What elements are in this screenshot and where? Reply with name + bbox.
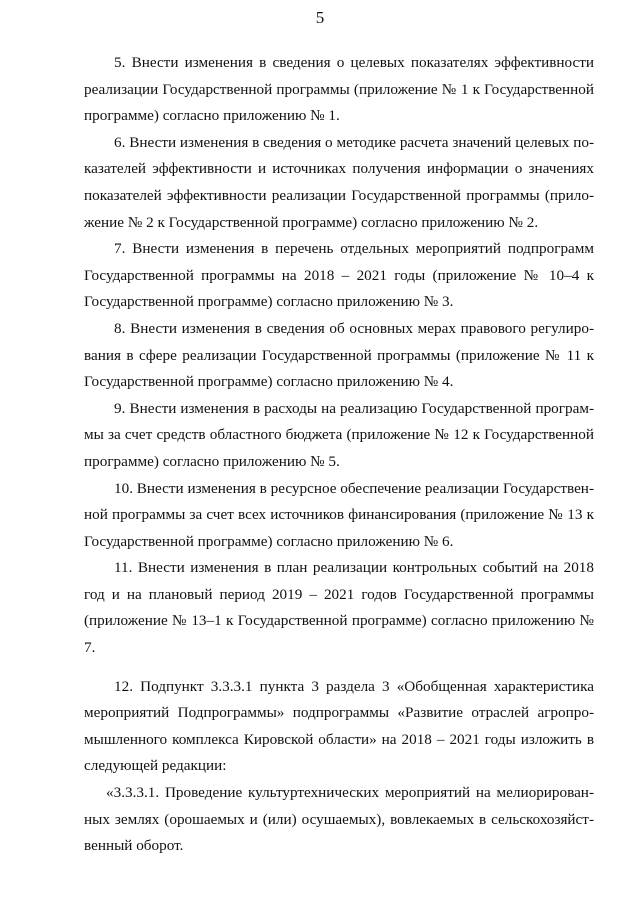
page-number: 5 xyxy=(315,8,325,27)
paragraph-8: 8. Внести изменения в сведения об основных мерах правового регулирования в сфере реализации Государственной программы (приложение № 11 к Государственной программе) согласно приложению № 4. xyxy=(84,319,594,391)
paragraph-quote-3-3-3-1: «3.3.3.1. Проведение культуртехнических мероприятий на мелиорированных землях (орошаемых и (или) осушаемых), вовлекаемых в сельскохозяйственный оборот. xyxy=(84,784,594,855)
paragraph-6: 6. Внести изменения в сведения о методике расчета значений целевых показателей эффективности и источниках получения информации о значениях показателей эффективности реализации Государственной программы (приложение № 2 к Государственной программе) согласно приложению № 2. xyxy=(84,133,594,231)
paragraph-11: 11. Внести изменения в план реализации контрольных событий на 2018 год и на плановый период 2019 – 2021 годов Государственной программы (приложение № 13–1 к Государственной программе) согласно приложению № 7. xyxy=(84,559,594,657)
paragraph-9: 9. Внести изменения в расходы на реализацию Государственной программы за счет средств областного бюджета (приложение № 12 к Государственной программе) согласно приложению № 5. xyxy=(84,399,594,470)
document-body xyxy=(84,50,594,860)
paragraph-7: 7. Внести изменения в перечень отдельных мероприятий подпрограмм Государственной программы на 2018 – 2021 годы (приложение № 10–4 к Государственной программе) согласно приложению № 3. xyxy=(84,240,594,311)
paragraph-12: 12. Подпункт 3.3.3.1 пункта 3 раздела 3 «Обобщенная характеристика мероприятий Подпрограммы» подпрограммы «Развитие отраслей агропромышленного комплекса Кировской области» на 2018 – 2021 годы изложить в следующей редакции: xyxy=(84,677,594,775)
paragraph-5: 5. Внести изменения в сведения о целевых показателях эффективности реализации Государственной программы (приложение № 1 к Государственной программе) согласно приложению № 1. xyxy=(84,54,594,125)
paragraph-10: 10. Внести изменения в ресурсное обеспечение реализации Государственной программы за счет всех источников финансирования (приложение № 13 к Государственной программе) согласно приложению № 6. xyxy=(84,479,594,550)
